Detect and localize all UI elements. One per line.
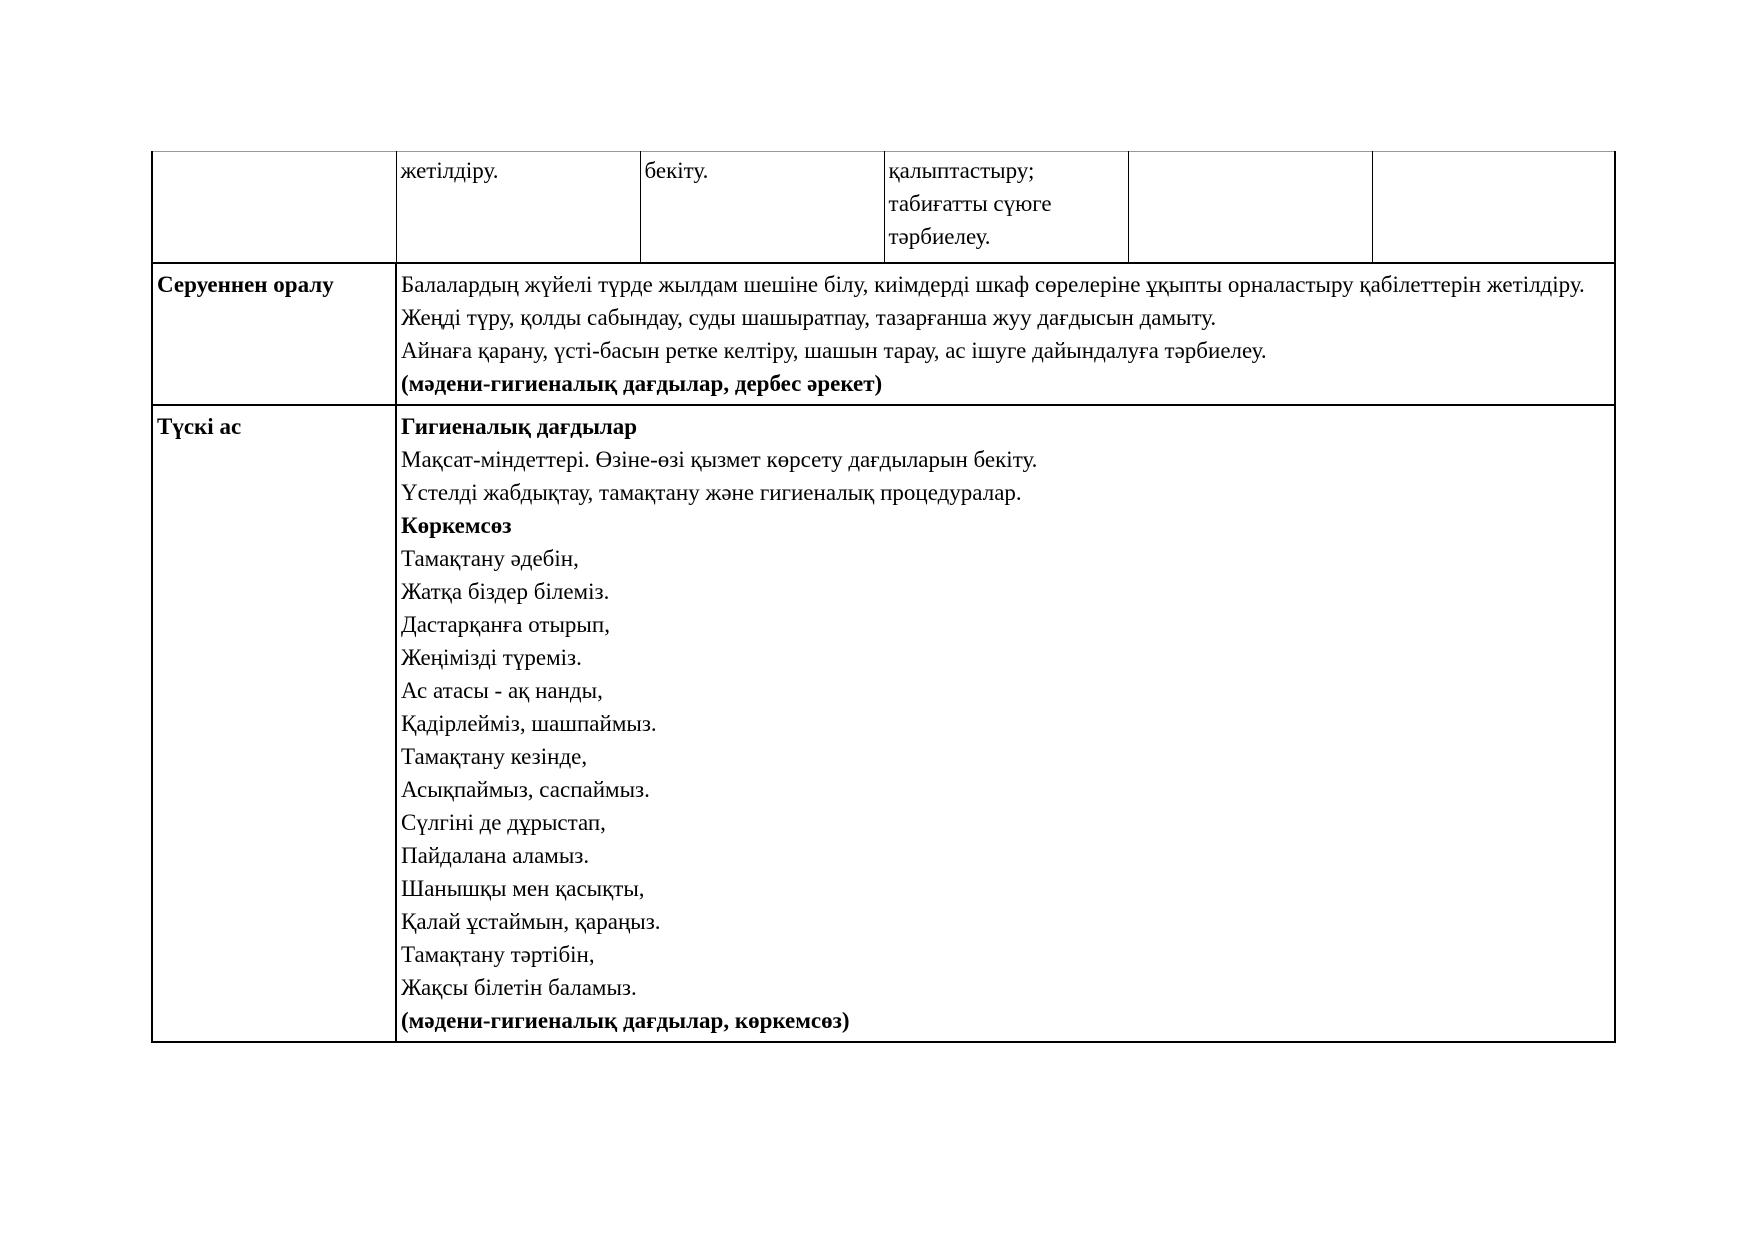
plan-table — [151, 151, 1616, 1043]
poem-line: Жатқа біздер білеміз. — [401, 578, 610, 604]
continuation-cell-5 — [1128, 152, 1372, 263]
poem-line: Сүлгіні де дұрыстап, — [401, 809, 606, 835]
cell-line: бекіту. — [644, 158, 709, 183]
continuation-cell-3 — [640, 152, 884, 263]
poem-line: Тамақтану тәртібін, — [401, 941, 595, 967]
cell-line: жетілдіру. — [400, 158, 499, 183]
lunch-content-cell — [396, 405, 1615, 1042]
poem-line: Ас атасы - ақ нанды, — [401, 677, 603, 703]
poem-line: Асықпаймыз, саспаймыз. — [401, 776, 650, 802]
poem-heading: Көркемсөз — [401, 512, 512, 538]
row-label-lunch — [152, 405, 396, 1042]
poem-line: Қадірлейміз, шашпаймыз. — [401, 710, 657, 736]
poem-line: Шанышқы мен қасықты, — [401, 875, 645, 901]
row-label-return — [152, 263, 396, 405]
return-line-3: Айнаға қарану, үсті-басын ретке келтіру, шашын тарау, ас ішуге дайындалуға тәрбиелеу. — [401, 337, 1267, 363]
return-content-cell — [396, 263, 1615, 405]
continuation-cell-4 — [884, 152, 1128, 263]
continuation-cell-6 — [1372, 152, 1615, 263]
lunch-row — [152, 405, 1615, 1042]
poem-line: Пайдалана аламыз. — [401, 842, 590, 868]
lunch-heading: Гигиеналық дағдылар — [401, 413, 638, 439]
lunch-goal-1: Мақсат-міндеттері. Өзіне-өзі қызмет көрсету дағдыларын бекіту. — [401, 446, 1038, 472]
return-line-1: Балалардың жүйелі түрде жылдам шешіне білу, киімдерді шкаф сөрелеріне ұқыпты орналастыру қабілеттерін жетілдіру. — [401, 271, 1585, 297]
poem-line: Тамақтану кезінде, — [401, 743, 588, 769]
poem-line: Тамақтану әдебін, — [401, 545, 579, 571]
row-label-text: Түскі ас — [157, 413, 242, 439]
continuation-cell-1 — [152, 152, 396, 263]
poem-line: Жақсы білетін баламыз. — [401, 974, 637, 1000]
poem-line: Қалай ұстаймын, қараңыз. — [401, 908, 661, 934]
poem-line: Жеңімізді түреміз. — [401, 644, 582, 670]
poem-line: Дастарқанға отырып, — [401, 611, 610, 637]
lunch-footer: (мәдени-гигиеналық дағдылар, көркемсөз) — [401, 1007, 850, 1033]
return-from-walk-row — [152, 263, 1615, 405]
return-line-2: Жеңді түру, қолды сабындау, суды шашыратпау, тазарғанша жуу дағдысын дамыту. — [401, 304, 1217, 330]
continuation-row — [152, 152, 1615, 263]
return-footer: (мәдени-гигиеналық дағдылар, дербес әрекет) — [401, 370, 883, 396]
cell-line: қалыптастыру; — [888, 158, 1035, 183]
continuation-cell-2 — [396, 152, 640, 263]
cell-line: тәрбиелеу. — [888, 224, 991, 249]
cell-line: табиғатты сүюге — [888, 191, 1052, 216]
row-label-text: Серуеннен оралу — [157, 271, 334, 297]
lunch-goal-2: Үстелді жабдықтау, тамақтану және гигиеналық процедуралар. — [401, 479, 1022, 505]
